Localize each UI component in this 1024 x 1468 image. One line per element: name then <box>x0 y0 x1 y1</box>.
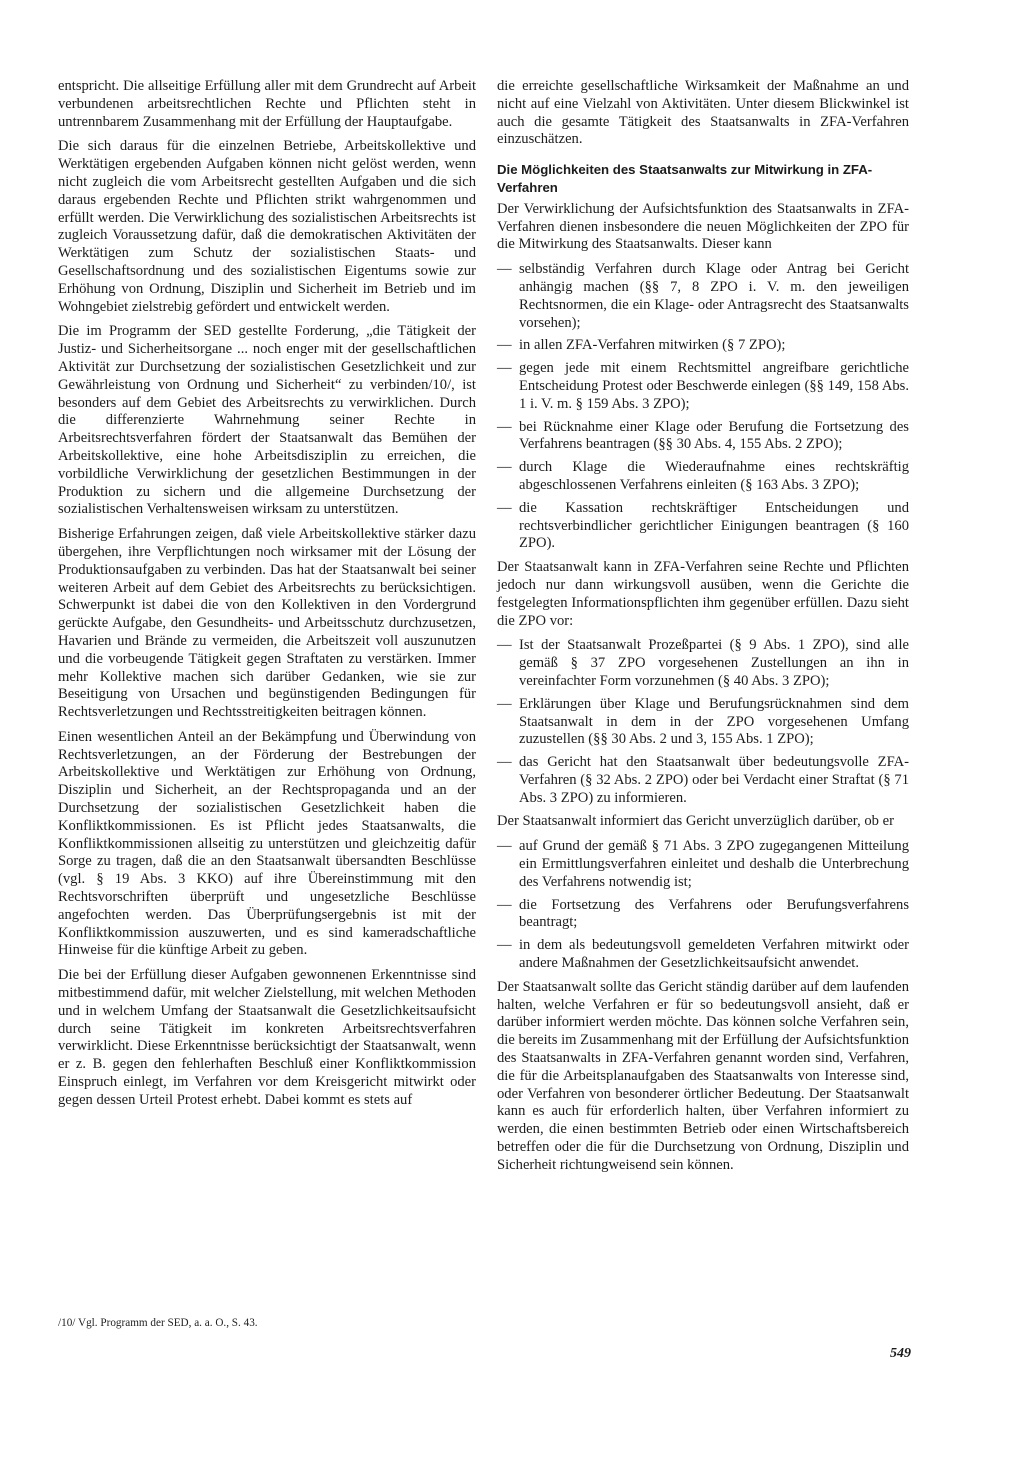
list-item-text: bei Rücknahme einer Klage oder Berufung die Fortsetzung des Verfahrens beantragen (§§ 30 Abs. 4, 155 Abs. 2 ZPO); <box>519 418 909 453</box>
paragraph: die erreichte gesellschaftliche Wirksamkeit der Maßnahme an und nicht auf eine Vielzahl von Aktivitäten. Unter diesem Blickwinkel ist auch die gesamte Tätigkeit des Staatsanwalts in ZFA-Verfahren einzuschätzen. <box>497 78 909 148</box>
paragraph: Bisherige Erfahrungen zeigen, daß viele Arbeitskollektive stärker dazu übergehen, ihre Verpflichtungen noch wirksamer mit der Lösung der Produktionsaufgaben zu verbinden. Das hat der Staatsanwalt bei seiner weiteren Arbeit auf dem Gebiet des Arbeitsrechts zu berücksichtigen. Schwerpunkt ist dabei die von den Kollektiven in den Vordergrund gerückte Aufgabe, den Gesundheits- und Arbeitsschutz durchzusetzen, Havarien und Brände zu vermeiden, die Arbeitszeit voll auszunutzen und die vorbeugende Tätigkeit gegen Straftaten zu verstärken. Immer mehr Kollektive machen sich darüber Gedanken, wie sie zur Beseitigung von Ursachen und begünstigenden Bedingungen für Rechtsverletzungen und Rechtsstreitigkeiten beitragen können. <box>58 526 476 721</box>
list-item <box>497 838 909 891</box>
list-item <box>497 419 909 455</box>
dash-bullet: — <box>497 418 512 435</box>
dash-list <box>497 261 909 553</box>
list-item-text: die Kassation rechtskräftiger Entscheidungen und rechtsverbindlicher gerichtlicher Einigungen beantragen (§ 160 ZPO). <box>519 499 909 552</box>
right-column <box>497 78 909 1182</box>
paragraph: Der Verwirklichung der Aufsichtsfunktion des Staatsanwalts in ZFA-Verfahren dienen insbesondere die neuen Möglichkeiten der ZPO für die Mitwirkung des Staatsanwalts. Dieser kann <box>497 200 909 253</box>
list-item <box>497 754 909 807</box>
dash-bullet: — <box>497 896 512 913</box>
list-item-text: durch Klage die Wiederaufnahme eines rechtskräftig abgeschlossenen Verfahrens einleiten (§ 163 Abs. 3 ZPO); <box>519 459 909 493</box>
list-item <box>497 500 909 553</box>
dash-bullet: — <box>497 695 512 712</box>
paragraph: Der Staatsanwalt informiert das Gericht unverzüglich darüber, ob er <box>497 813 894 830</box>
list-item-text: gegen jede mit einem Rechtsmittel angreifbare gerichtliche Entscheidung Protest oder Beschwerde einlegen (§§ 149, 158 Abs. 1 i. V. m. § 159 Abs. 3 ZPO); <box>519 360 909 412</box>
list-item-text: das Gericht hat den Staatsanwalt über bedeutungsvolle ZFA-Verfahren (§ 32 Abs. 2 ZPO) oder bei Verdacht einer Straftat (§ 71 Abs. 3 ZPO) zu informieren. <box>519 754 909 806</box>
paragraph: Der Staatsanwalt sollte das Gericht ständig darüber auf dem laufenden halten, welche Verfahren er für so bedeutungsvoll ansieht, daß er darüber informiert werden möchte. Das können solche Verfahren sein, die bereits im Zusammenhang mit der Erfüllung der Aufsichtsfunktion des Staatsanwalts in ZFA-Verfahren genannt worden sind, Verfahren, die für die Arbeitsplanaufgaben des Staatsanwalts von Interesse sind, oder Verfahren von besonderer örtlicher Bedeutung. Der Staatsanwalt kann es auch für erforderlich halten, über Verfahren informiert zu werden, die einen bestimmten Betrieb oder einen Wirtschaftsbereich betreffen oder die für die Durchsetzung von Ordnung, Disziplin und Sicherheit richtungweisend sein können. <box>497 978 909 1173</box>
dash-bullet: — <box>497 459 512 476</box>
paragraph: entspricht. Die allseitige Erfüllung aller mit dem Grundrecht auf Arbeit verbundenen arbeitsrechtlichen Rechte und Pflichten steht in untrennbarem Zusammenhang mit der Erfüllung der Hauptaufgabe. <box>58 78 476 130</box>
dash-bullet: — <box>497 499 512 516</box>
left-column <box>58 78 476 1117</box>
list-item-text: Ist der Staatsanwalt Prozeßpartei (§ 9 Abs. 1 ZPO), sind alle gemäß § 37 ZPO vorgesehenen Zustellungen an ihn in vereinfachter Form vorzunehmen (§ 40 Abs. 3 ZPO); <box>519 637 909 689</box>
dash-list <box>497 838 909 973</box>
list-item-text: auf Grund der gemäß § 71 Abs. 3 ZPO zugegangenen Mitteilung ein Ermittlungsverfahren einleitet und deshalb die Unterbrechung des Verfahrens notwendig ist; <box>519 838 909 890</box>
list-item <box>497 459 909 495</box>
paragraph: Die sich daraus für die einzelnen Betriebe, Arbeitskollektive und Werktätigen ergebenden Aufgaben können nicht gelöst werden, wenn nicht zugleich die vom Arbeitsrecht gestellten Aufgaben und die sich daraus ergebenden Rechte und Pflichten strikt wahrgenommen und erfüllt werden. Die Verwirklichung des sozialistischen Arbeitsrechts ist zugleich Voraussetzung dafür, daß die demokratischen Aktivitäten der Werktätigen zum Schutz der sozialistischen Staats- und Gesellschaftsordnung und des sozialistischen Eigentums sowie zur Erhöhung von Ordnung, Disziplin und Sicherheit im Betrieb und im Wohngebiet zielstrebig gefördert und entwickelt werden. <box>58 138 476 315</box>
paragraph: Der Staatsanwalt kann in ZFA-Verfahren seine Rechte und Pflichten jedoch nur dann wirkungsvoll ausüben, wenn die Gerichte die festgelegten Informationspflichten ihm gegenüber erfüllen. Dazu sieht die ZPO vor: <box>497 559 909 629</box>
list-item-text: die Fortsetzung des Verfahrens oder Berufungsverfahrens beantragt; <box>519 896 909 931</box>
list-item-text: selbständig Verfahren durch Klage oder Antrag bei Gericht anhängig machen (§§ 7, 8 ZPO i. V. m. den jeweiligen Rechtsnormen, die ein Klage- oder Antragsrecht des Staatsanwalts vorsehen); <box>519 261 909 331</box>
paragraph: Die im Programm der SED gestellte Forderung, „die Tätigkeit der Justiz- und Sicherheitsorgane ... noch enger mit der gesellschaftlichen Aktivität zur Durchsetzung der sozialistischen Gesetzlichkeit und zur Gewährleistung von Ordnung und Sicherheit“ zu verbinden/10/, ist besonders auf dem Gebiet des Arbeitsrechts zu verwirklichen. Durch die differenzierte Wahrnehmung seiner Rechte in Arbeitsrechtsverfahren fördert der Staatsanwalt das Bemühen der Arbeitskollektive, eine hohe Arbeitsdisziplin zu erreichen, die vorbildliche Verwirklichung der gesetzlichen Bestimmungen in der Produktion zu sichern und die allgemeine Durchsetzung der sozialistischen Verhaltensweisen wirksam zu unterstützen. <box>58 323 476 518</box>
dash-bullet: — <box>497 838 512 855</box>
list-item <box>497 696 909 749</box>
dash-bullet: — <box>497 637 512 654</box>
dash-bullet: — <box>497 754 512 771</box>
dash-bullet: — <box>497 937 512 954</box>
list-item <box>497 937 909 973</box>
section-heading: Die Möglichkeiten des Staatsanwalts zur Mitwirkung in ZFA-Verfahren <box>497 162 873 195</box>
paragraph: Die bei der Erfüllung dieser Aufgaben gewonnenen Erkenntnisse sind mitbestimmend dafür, mit welcher Zielstellung, mit welchen Methoden und in welchem Umfang der Staatsanwalt die Gesetzlichkeitsaufsicht durch seine Tätigkeit im konkreten Arbeitsrechtsverfahren verwirklicht. Diese Erkenntnisse berücksichtigt der Staatsanwalt, wenn er z. B. gegen den fehlerhaften Beschluß einer Konfliktkommission Einspruch einlegt, im Verfahren vor dem Kreisgericht mitwirkt oder gegen dessen Urteil Protest erhebt. Dabei kommt es stets auf <box>58 967 476 1108</box>
list-item <box>497 360 909 413</box>
list-item <box>497 637 909 690</box>
list-item <box>497 897 909 933</box>
dash-list <box>497 637 909 807</box>
list-item-text: in dem als bedeutungsvoll gemeldeten Verfahren mitwirkt oder andere Maßnahmen der Gesetzlichkeitsaufsicht anwendet. <box>519 937 909 972</box>
footnote: /10/ Vgl. Programm der SED, a. a. O., S. 43. <box>58 1317 258 1329</box>
list-item-text: Erklärungen über Klage und Berufungsrücknahmen sind dem Staatsanwalt in dem in der ZPO vorgesehenen Umfang zuzustellen (§§ 30 Abs. 2 und 3, 155 Abs. 1 ZPO); <box>519 695 909 748</box>
dash-bullet: — <box>497 261 512 278</box>
dash-bullet: — <box>497 337 512 354</box>
dash-bullet: — <box>497 360 512 377</box>
paragraph: Einen wesentlichen Anteil an der Bekämpfung und Überwindung von Rechtsverletzungen, an der Förderung der Bestrebungen der Arbeitskollektive und Werktätigen zur Erhöhung von Ordnung, Disziplin und Sicherheit, an der Rechtspropaganda und an der Durchsetzung der sozialistischen Gesetzlichkeit haben die Konfliktkommissionen. Es ist Pflicht jedes Staatsanwalts, die Konfliktkommissionen allseitig zu unterstützen und gleichzeitig dafür Sorge zu tragen, daß die an den Staatsanwalt übersandten Beschlüsse (vgl. § 19 Abs. 3 KKO) auf ihre Übereinstimmung mit den Rechtsvorschriften überprüft und ungesetzliche Beschlüsse angefochten werden. Das Überprüfungsergebnis ist mit der Konfliktkommission auszuwerten, und es sind kameradschaftliche Hinweise für die künftige Arbeit zu geben. <box>58 728 476 959</box>
list-item <box>497 261 909 332</box>
list-item <box>497 337 909 355</box>
list-item-text: in allen ZFA-Verfahren mitwirken (§ 7 ZPO); <box>519 337 786 354</box>
page-number: 549 <box>890 1346 911 1361</box>
